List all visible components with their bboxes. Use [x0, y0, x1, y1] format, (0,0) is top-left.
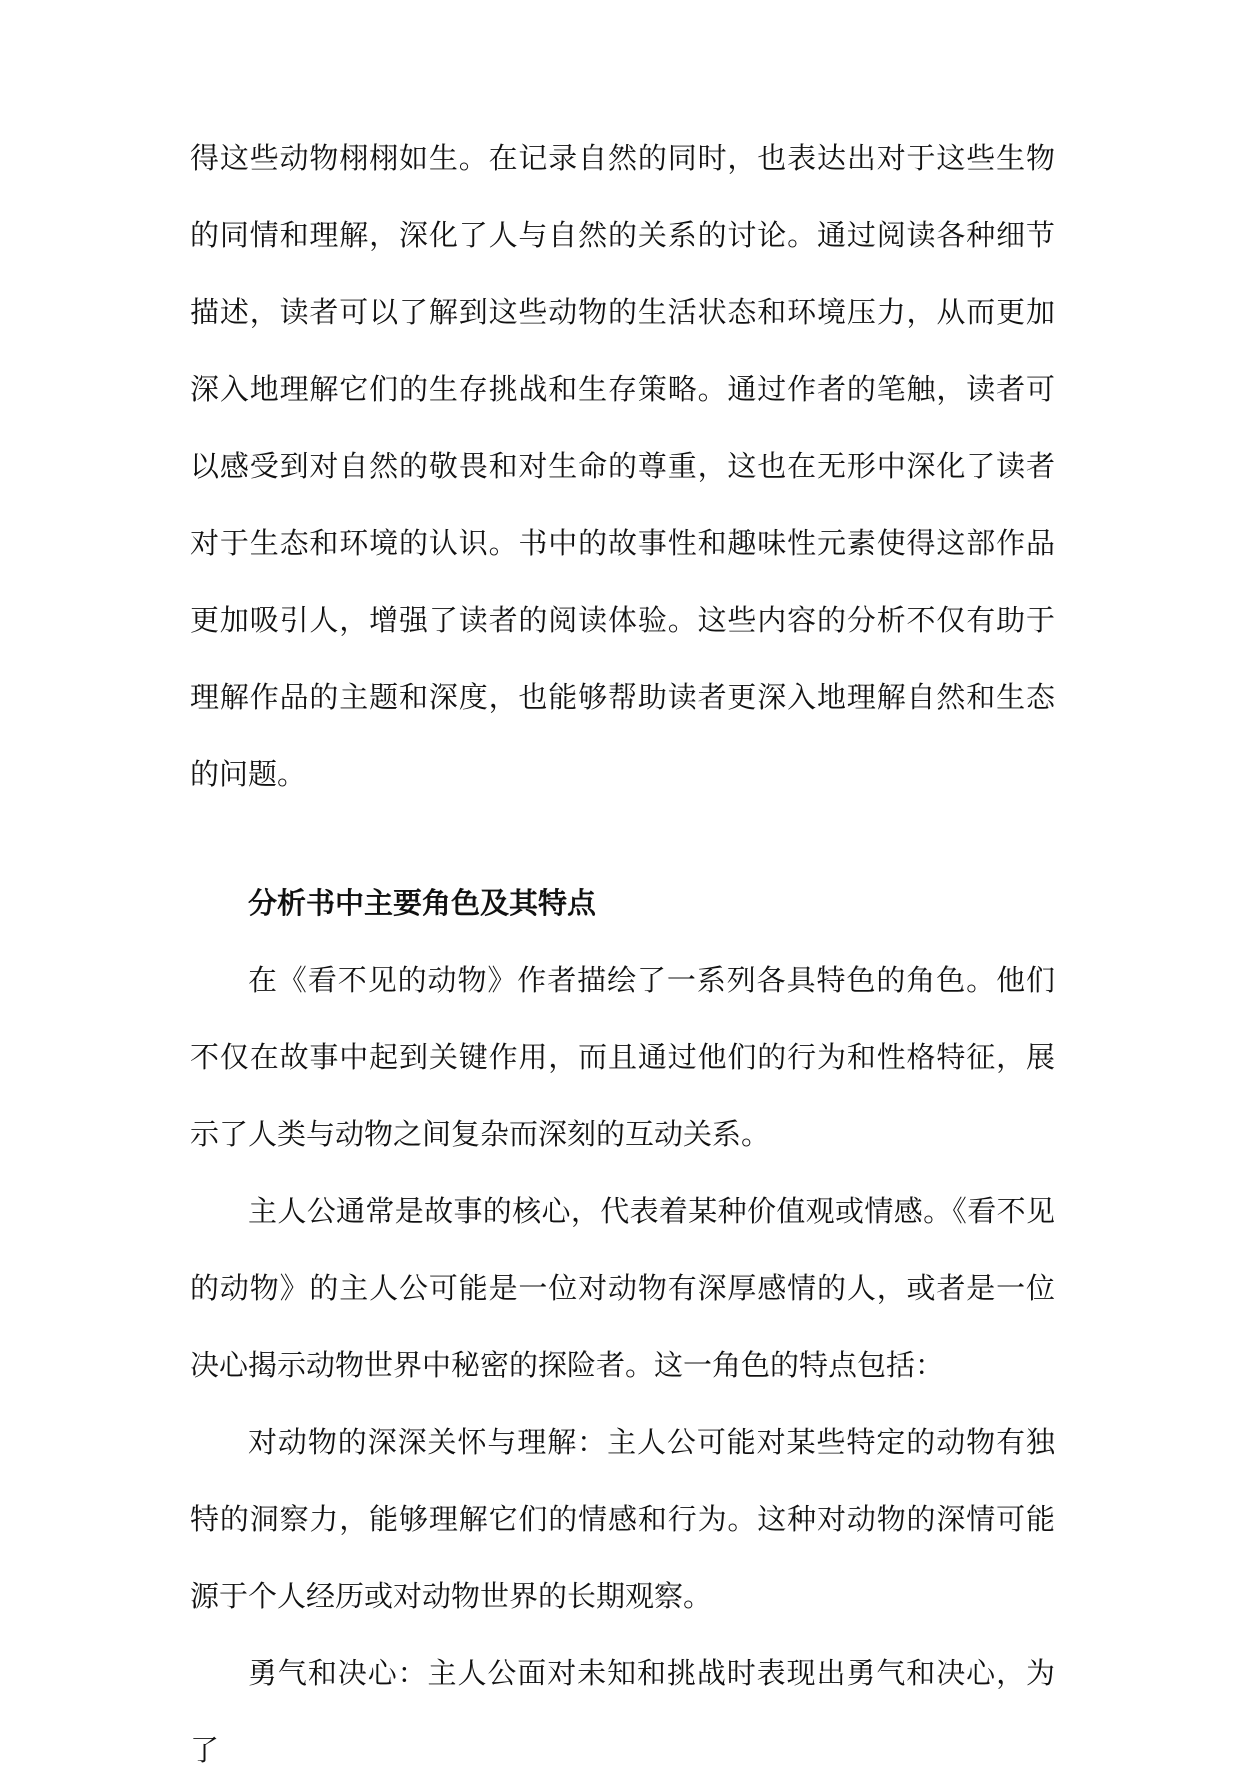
- paragraph-characters-intro: 在《看不见的动物》作者描绘了一系列各具特色的角色。他们不仅在故事中起到关键作用，而且通过他们的行为和性格特征，展示了人类与动物之间复杂而深刻的互动关系。: [190, 963, 1055, 1151]
- paragraph-continuation: 得这些动物栩栩如生。在记录自然的同时，也表达出对于这些生物的同情和理解，深化了人与自然的关系的讨论。通过阅读各种细节描述，读者可以了解到这些动物的生活状态和环境压力，从而更加深入地理解它们的生存挑战和生存策略。通过作者的笔触，读者可以感受到对自然的敬畏和对生命的尊重，这也在无形中深化了读者对于生态和环境的认识。书中的故事性和趣味性元素使得这部作品更加吸引人，增强了读者的阅读体验。这些内容的分析不仅有助于理解作品的主题和深度，也能够帮助读者更深入地理解自然和生态的问题。: [190, 141, 1055, 791]
- document-body: [190, 120, 1055, 1789]
- paragraph-courage-determination: 勇气和决心：主人公面对未知和挑战时表现出勇气和决心，为了: [190, 1656, 1055, 1767]
- section-heading: 分析书中主要角色及其特点: [248, 886, 597, 920]
- paragraph-protagonist: 主人公通常是故事的核心，代表着某种价值观或情感。《看不见的动物》的主人公可能是一位对动物有深厚感情的人，或者是一位决心揭示动物世界中秘密的探险者。这一角色的特点包括：: [190, 1194, 1055, 1382]
- paragraph-care-understanding: 对动物的深深关怀与理解：主人公可能对某些特定的动物有独特的洞察力，能够理解它们的情感和行为。这种对动物的深情可能源于个人经历或对动物世界的长期观察。: [190, 1425, 1055, 1613]
